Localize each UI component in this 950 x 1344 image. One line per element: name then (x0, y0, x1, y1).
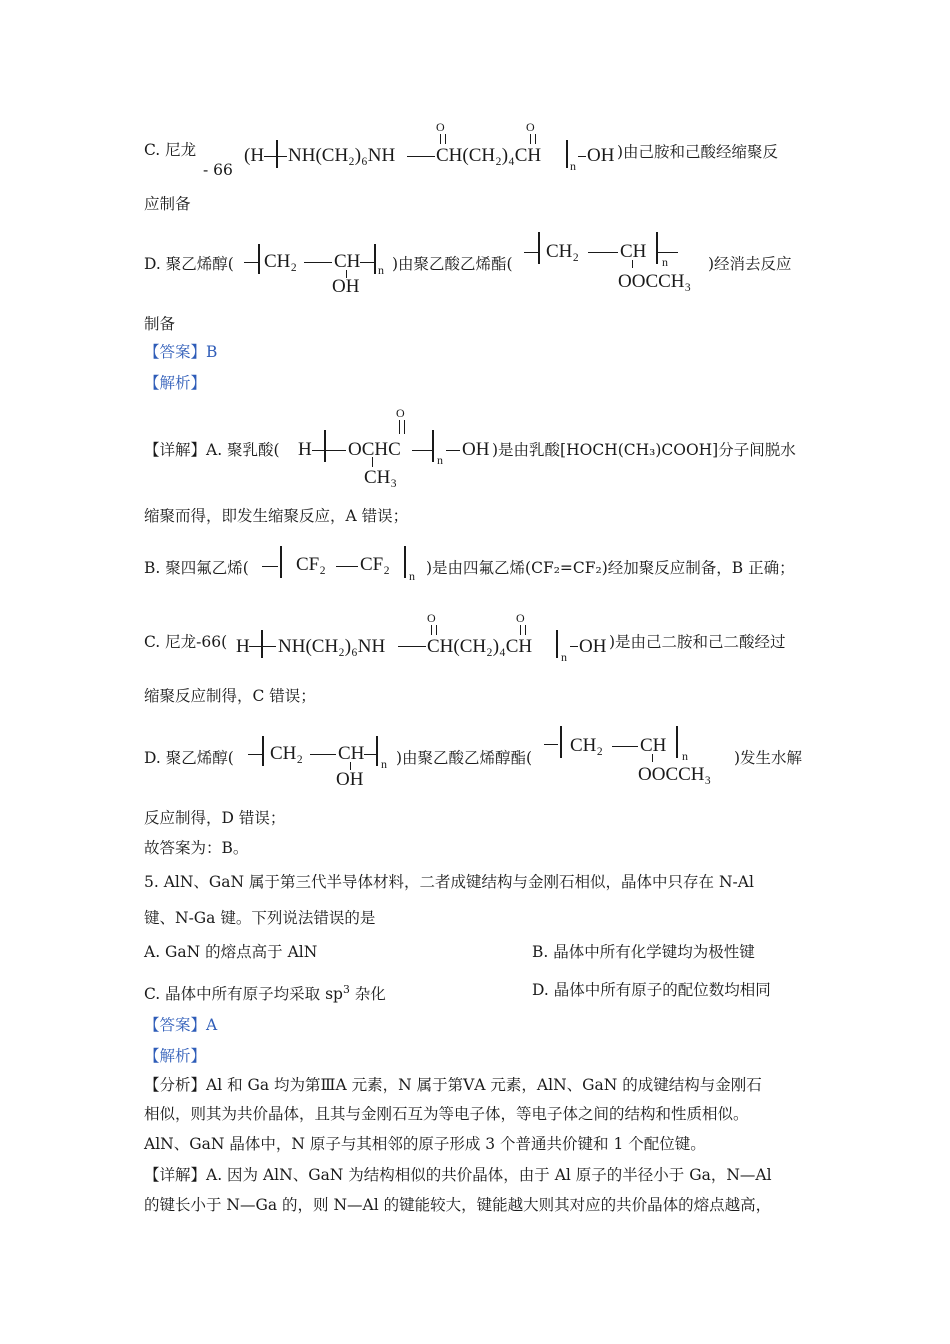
detail-para-1: 【详解】A. 因为 AlN、GaN 为结构相似的共价晶体，由于 Al 原子的半径小于 Ga，N—Al (144, 1166, 772, 1184)
document-page: C. 尼龙 - 66 (H NH(CH₂)₆NH O CH(CH₂)₄CH O n OH )由己胺和己酸经缩聚反 应制备 D. 聚乙烯醇( CH₂ CH OH n )由聚乙酸乙烯酯( CH₂ CH OOCCH₃ n )经消去反应 制备 【答案】B 【解析】 【详解】A. 聚乳酸( H OCHC O CH₃ n OH )是由乳酸[HOCH(CH₃)COOH]分子间脱水 缩聚而得，即发生缩聚反应，A 错误； B. 聚四氟乙烯( CF₂ CF₂ n )是由四氟乙烯(CF₂=CF₂)经加聚反应制备，B 正确； C. 尼龙-66( H NH(CH₂)₆NH O CH(CH₂)₄CH O n OH )是由己二胺和己二酸经过 缩聚反应制得，C 错误； D. 聚乙烯醇( CH₂ CH OH n )由聚乙酸乙烯醇酯( CH₂ CH OOCCH₃ n )发生水解 反应制得，D 错误； 故答案为：B。 5. AlN、GaN 属于第三代半导体材料，二者成键结构与金刚石相似，晶体中只存在 N-Al 键、N-Ga 键。下列说法错误的是 A. GaN 的熔点高于 AlN B. 晶体中所有化学键均为极性键 C. 晶体中所有原子均采取 $sp^3$ 杂化 D. 晶体中所有原子的配位数均相同 【答案】A 【解析】 【分析】Al 和 Ga 均为第ⅢA 元素，N 属于第ⅤA 元素，AlN、GaN 的成键结构与金刚石 相似，则其为共价晶体，且其与金刚石互为等电子体，等电子体之间的结构和性质相似。 AlN、GaN 晶体中，N 原子与其相邻的原子形成 3 个普通共价键和 1 个配位键。 【详解】A. 因为 AlN、GaN 为结构相似的共价晶体，由于 Al 原子的半径小于 Ga，N—Al 的键长小于 N—Ga 的，则 N—Al 的键能较大，键能越大则其对应的共价晶体的熔点越高， (144, 120, 803, 1214)
option-d-label: D. 聚乙烯醇( (144, 255, 234, 273)
option-d-tail: )经消去反应 (708, 255, 792, 273)
option-c-cont: 应制备 (144, 195, 191, 213)
analysis-para-2: 相似，则其为共价晶体，且其与金刚石互为等电子体，等电子体之间的结构和性质相似。 (144, 1105, 749, 1123)
question-5-line-1: 5. AlN、GaN 属于第三代半导体材料，二者成键结构与金刚石相似，晶体中只存在 N-Al (144, 873, 754, 891)
choice-c-sup: 3 (342, 983, 350, 996)
question-5-line-2: 键、N-Ga 键。下列说法错误的是 (144, 909, 376, 927)
choice-c-post: 杂化 (349, 985, 386, 1004)
answer-label-2: 【答案】A (144, 1016, 218, 1034)
detail-c-cont: 缩聚反应制得，C 错误； (144, 687, 316, 705)
detail-d-cont: 反应制得，D 错误； (144, 809, 286, 827)
detail-c-label: C. 尼龙-66( (144, 633, 228, 651)
detail-a-label: 【详解】A. 聚乳酸( (144, 441, 280, 459)
detail-a-cont: 缩聚而得，即发生缩聚反应，A 错误； (144, 507, 409, 525)
choice-d: D. 晶体中所有原子的配位数均相同 (532, 981, 771, 999)
answer-label-1: 【答案】B (144, 343, 218, 361)
option-c-tail: )由己胺和己酸经缩聚反 (617, 143, 779, 161)
option-c-sub: - 66 (203, 161, 233, 179)
detail-a-tail: )是由乳酸[HOCH(CH₃)COOH]分子间脱水 (492, 441, 796, 459)
option-c-label: C. 尼龙 (144, 141, 197, 159)
choice-a: A. GaN 的熔点高于 AlN (144, 943, 318, 961)
analysis-label-2: 【解析】 (144, 1047, 207, 1065)
detail-c-tail: )是由己二胺和己二酸经过 (609, 633, 786, 651)
detail-b-label: B. 聚四氟乙烯( (144, 559, 249, 577)
option-d-cont: 制备 (144, 315, 176, 333)
detail-d-mid: )由聚乙酸乙烯醇酯( (396, 749, 533, 767)
choice-b: B. 晶体中所有化学键均为极性键 (532, 943, 755, 961)
detail-para-2: 的键长小于 N—Ga 的，则 N—Al 的键能较大，键能越大则其对应的共价晶体的熔点越高， (144, 1196, 772, 1214)
analysis-label-1: 【解析】 (144, 374, 207, 392)
option-d-mid: )由聚乙酸乙烯酯( (392, 255, 513, 273)
analysis-para-1: 【分析】Al 和 Ga 均为第ⅢA 元素，N 属于第ⅤA 元素，AlN、GaN 的成键结构与金刚石 (144, 1076, 762, 1094)
detail-d-tail: )发生水解 (734, 749, 803, 767)
choice-c-text: C. 晶体中所有原子均采取 sp (144, 985, 343, 1004)
conclusion: 故答案为：B。 (144, 839, 249, 857)
choice-c (144, 980, 386, 1004)
analysis-para-3: AlN、GaN 晶体中，N 原子与其相邻的原子形成 3 个普通共价键和 1 个配位键。 (144, 1135, 706, 1153)
detail-b-tail: )是由四氟乙烯(CF₂=CF₂)经加聚反应制备，B 正确； (426, 559, 795, 577)
detail-d-label: D. 聚乙烯醇( (144, 749, 234, 767)
